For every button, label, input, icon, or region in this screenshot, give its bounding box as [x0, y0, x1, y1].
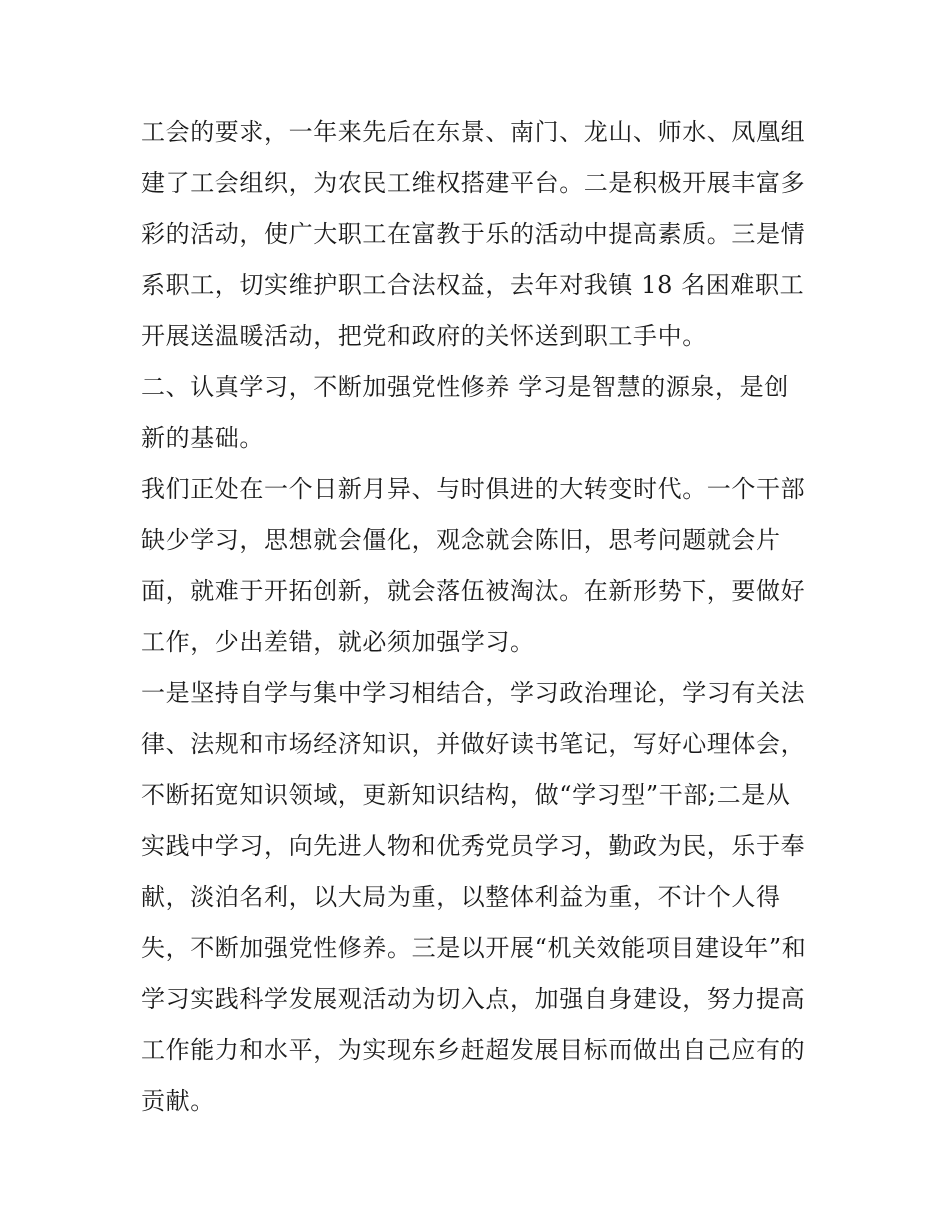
paragraph-era-change	[141, 464, 821, 668]
text-line: 面，就难于开拓创新，就会落伍被淘汰。在新形势下，要做好	[141, 577, 806, 605]
text-line: 开展送温暖活动，把党和政府的关怀送到职工手中。	[141, 322, 707, 350]
text-line: 系职工，切实维护职工合法权益，去年对我镇 18 名困难职工	[141, 271, 805, 299]
text-line: 工作，少出差错，就必须加强学习。	[141, 628, 535, 656]
text-line: 工会的要求，一年来先后在东景、南门、龙山、师水、凤凰组	[141, 118, 806, 146]
body-text	[141, 107, 821, 1127]
section-heading-study	[141, 362, 821, 464]
paragraph-study-measures	[141, 668, 821, 1127]
text-line: 不断拓宽知识领域，更新知识结构，做“学习型”干部;二是从	[141, 781, 791, 809]
text-line: 贡献。	[141, 1087, 215, 1115]
text-line: 彩的活动，使广大职工在富教于乐的活动中提高素质。三是情	[141, 220, 806, 248]
text-line: 实践中学习，向先进人物和优秀党员学习，勤政为民，乐于奉	[141, 832, 806, 860]
heading-line: 二、认真学习，不断加强党性修养 学习是智慧的源泉，是创	[141, 373, 789, 401]
heading-line: 新的基础。	[141, 424, 264, 452]
text-line: 我们正处在一个日新月异、与时俱进的大转变时代。一个干部	[141, 475, 806, 503]
text-line: 工作能力和水平，为实现东乡赶超发展目标而做出自己应有的	[141, 1036, 806, 1064]
text-line: 献，淡泊名利，以大局为重，以整体利益为重，不计个人得	[141, 883, 781, 911]
text-line: 缺少学习，思想就会僵化，观念就会陈旧，思考问题就会片	[141, 526, 781, 554]
text-line: 失，不断加强党性修养。三是以开展“机关效能项目建设年”和	[141, 934, 807, 962]
paragraph-union-work	[141, 107, 821, 362]
text-line: 建了工会组织，为农民工维权搭建平台。二是积极开展丰富多	[141, 169, 806, 197]
text-line: 一是坚持自学与集中学习相结合，学习政治理论，学习有关法	[141, 679, 806, 707]
text-line: 学习实践科学发展观活动为切入点，加强自身建设，努力提高	[141, 985, 806, 1013]
text-line: 律、法规和市场经济知识，并做好读书笔记，写好心理体会，	[141, 730, 806, 758]
